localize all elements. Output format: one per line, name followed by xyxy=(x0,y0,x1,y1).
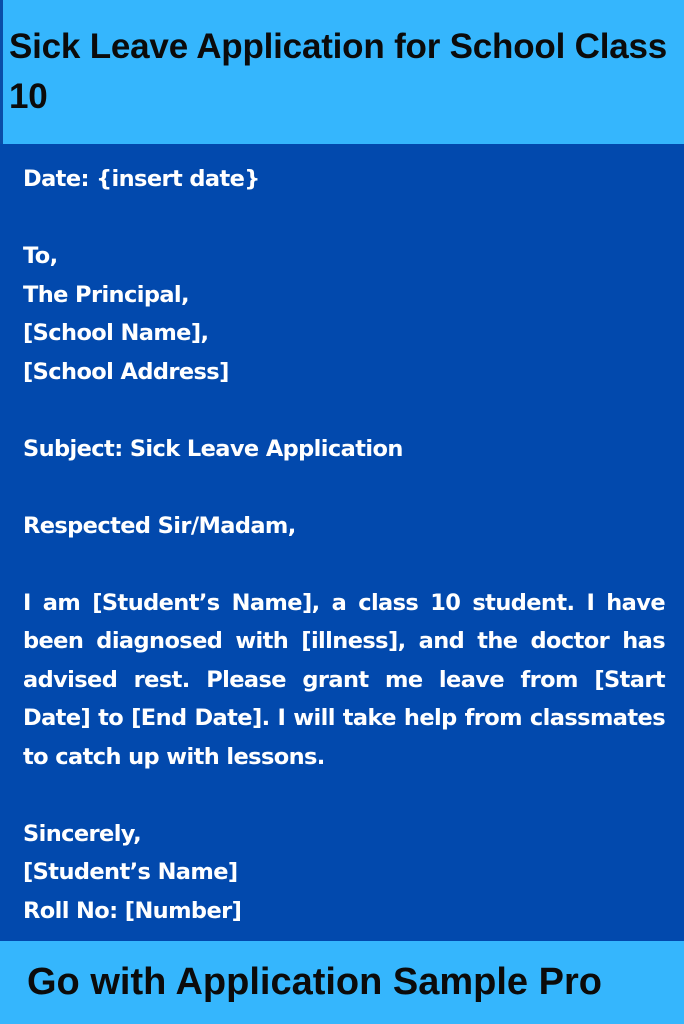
spacer xyxy=(23,545,665,584)
body-paragraph: I am [Student’s Name], a class 10 student. I have been diagnosed with [illness], and the doctor has advised rest. Please grant me leave from [Start Date] to [End Date]. I will take help from classmates to catch up with lessons. xyxy=(23,589,665,770)
spacer xyxy=(23,776,665,815)
spacer xyxy=(23,468,665,507)
letter-body xyxy=(23,160,665,930)
spacer xyxy=(23,391,665,430)
recipient-title: The Principal, xyxy=(23,281,189,308)
footer-banner xyxy=(0,941,684,1024)
recipient-school-address: [School Address] xyxy=(23,358,229,385)
roll-number: Roll No: [Number] xyxy=(23,897,242,924)
page-title: Sick Leave Application for School Class 10 xyxy=(9,27,668,116)
salutation: Respected Sir/Madam, xyxy=(23,512,296,539)
recipient-school-name: [School Name], xyxy=(23,320,209,346)
date-line: Date: {insert date} xyxy=(23,166,260,192)
signature-name: [Student’s Name] xyxy=(23,859,238,885)
recipient-to: To, xyxy=(23,243,58,269)
spacer xyxy=(23,199,665,238)
footer-text: Go with Application Sample Pro xyxy=(27,961,602,1003)
title-banner xyxy=(0,0,684,144)
closing: Sincerely, xyxy=(23,820,142,847)
subject-line: Subject: Sick Leave Application xyxy=(23,435,403,462)
